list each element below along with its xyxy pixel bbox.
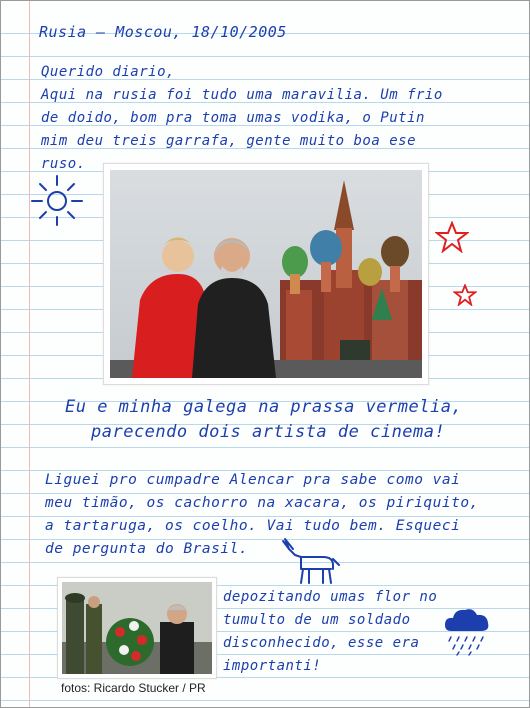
red-square-photo bbox=[110, 170, 422, 378]
rain-cloud-icon bbox=[441, 605, 493, 657]
paragraph-line: de pergunta do Brasil. bbox=[45, 541, 249, 557]
caption-line: disconhecido, esse era bbox=[223, 635, 420, 651]
caption-line: depozitando umas flor no bbox=[223, 589, 438, 605]
donkey-icon bbox=[279, 537, 341, 585]
caption-line: Eu e minha galega na prassa vermelia, bbox=[65, 397, 463, 417]
second-paragraph bbox=[45, 469, 479, 561]
caption-line: tumulto de um soldado bbox=[223, 612, 411, 628]
sun-icon bbox=[29, 173, 85, 227]
moscow-photo bbox=[103, 163, 429, 385]
paragraph-line: Liguei pro cumpadre Alencar pra sabe como vai bbox=[45, 472, 461, 488]
star-icon bbox=[453, 284, 477, 306]
caption-line: parecendo dois artista de cinema! bbox=[91, 422, 446, 442]
paragraph-line: meu timão, os cachorro na xacara, os piriquito, bbox=[45, 495, 479, 511]
wreath-photo bbox=[57, 577, 217, 679]
diary-entry bbox=[41, 61, 443, 176]
margin-line bbox=[29, 1, 30, 707]
entry-line: de doido, bom pra toma umas vodika, o Putin bbox=[41, 110, 425, 126]
entry-line: Aqui na rusia foi tudo uma maravilia. Um frio bbox=[41, 87, 443, 103]
header-title: Rusia – Moscou, 18/10/2005 bbox=[39, 23, 287, 41]
entry-line: Querido diario, bbox=[41, 64, 175, 80]
photo-caption bbox=[65, 395, 462, 445]
diary-header bbox=[39, 21, 287, 44]
tomb-ceremony-photo bbox=[62, 582, 212, 674]
caption-line: importanti! bbox=[223, 658, 322, 674]
entry-line: ruso. bbox=[41, 156, 86, 172]
wreath-caption bbox=[223, 586, 437, 678]
entry-line: mim deu treis garrafa, gente muito boa ese bbox=[41, 133, 417, 149]
paragraph-line: a tartaruga, os coelho. Vai tudo bem. Esqueci bbox=[45, 518, 461, 534]
photo-credit: fotos: Ricardo Stucker / PR bbox=[61, 681, 206, 695]
star-icon bbox=[435, 221, 469, 253]
